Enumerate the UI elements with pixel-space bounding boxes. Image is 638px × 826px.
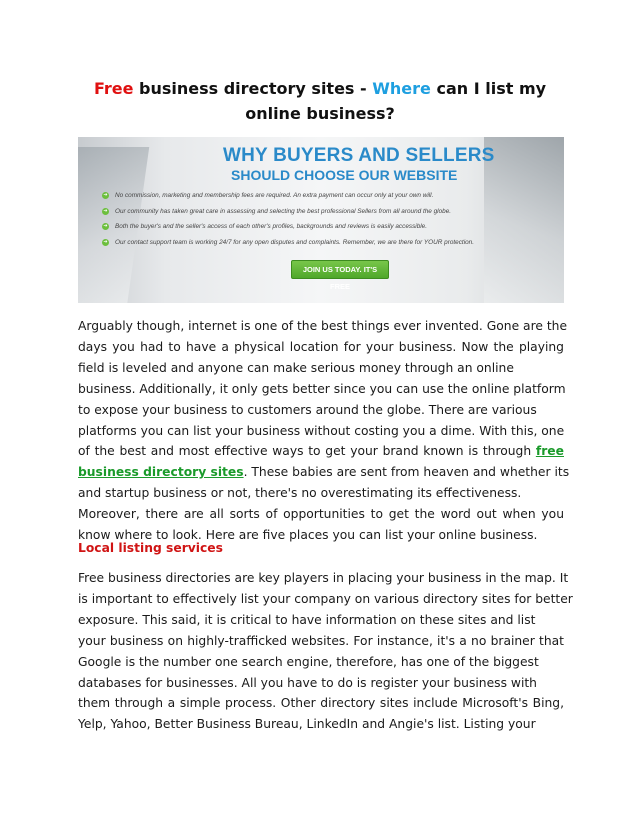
banner-benefit-item (102, 204, 542, 220)
page-title (78, 76, 562, 126)
section-paragraph (78, 568, 573, 735)
text-line (78, 462, 570, 483)
text-line: your business on highly-trafficked websites. For instance, it's a no brainer that (78, 633, 564, 648)
join-us-button: JOIN US TODAY. IT'S FREE (291, 260, 389, 279)
text-line: Arguably though, internet is one of the best things ever invented. Gone are the (78, 319, 568, 333)
promo-banner-image (78, 137, 564, 303)
intro-paragraph (78, 316, 570, 546)
banner-heading: WHY BUYERS AND SELLERS (223, 145, 495, 166)
title-part2: can I list my online business? (245, 79, 547, 123)
arrow-bullet-icon: ➜ (103, 207, 108, 214)
text-line: exposure. This said, it is critical to have information on these sites and list (78, 612, 536, 627)
title-free: Free (93, 79, 134, 98)
text-line: platforms you can list your business without costing you a dime. With this, one (78, 423, 565, 438)
text-line: is important to effectively list your company on various directory sites for better (78, 591, 573, 606)
free-link-part1[interactable]: free (535, 444, 564, 459)
banner-benefit-text: Our contact support team is working 24/7 for any open disputes and complaints. Remember, we are there for YOUR protection. (115, 238, 475, 246)
banner-benefit-item (102, 235, 542, 251)
text-line: know where to look. Here are five places you can list your online business. (78, 528, 538, 543)
banner-benefit-list (102, 188, 542, 250)
arrow-bullet-icon: ➜ (103, 223, 108, 230)
banner-benefit-text: No commission, marketing and membership fees are required. An extra payment can occur only at your own will. (115, 192, 434, 200)
banner-benefit-item (102, 219, 542, 235)
arrow-bullet-icon: ➜ (103, 192, 108, 199)
text-line: Yelp, Yahoo, Better Business Bureau, LinkedIn and Angie's list. Listing your (78, 717, 536, 732)
text-line: to expose your business to customers around the globe. There are various (78, 402, 537, 417)
arrow-bullet-icon: ➜ (103, 238, 108, 245)
text-line: Free business directories are key players in placing your business in the map. It (78, 571, 569, 585)
text-line: them through a simple process. Other directory sites include Microsoft's Bing, (78, 696, 564, 711)
text-line: and startup business or not, there's no overestimating its effectiveness. (78, 486, 522, 501)
banner-subheading: SHOULD CHOOSE OUR WEBSITE (231, 167, 458, 183)
title-part1: business directory sites - (139, 79, 367, 98)
section-heading: Local listing services (78, 541, 223, 555)
banner-benefit-item (102, 188, 542, 204)
text-line: business. Additionally, it only gets better since you can use the online platform (78, 381, 566, 396)
title-where: Where (372, 79, 431, 98)
free-link-part2[interactable]: business directory sites (78, 465, 244, 480)
text-line: databases for businesses. All you have to do is register your business with (78, 675, 537, 690)
text-line: Google is the number one search engine, therefore, has one of the biggest (78, 654, 539, 669)
text-line: days you had to have a physical location for your business. Now the playing (78, 339, 564, 354)
text-line: field is leveled and anyone can make serious money through an online (78, 360, 514, 375)
text-line (78, 441, 564, 462)
banner-benefit-text: Both the buyer's and the seller's access of each other's profiles, backgrounds and reviews is easily accessible. (115, 223, 427, 231)
text-fragment: . These babies are sent from heaven and whether its (243, 465, 570, 480)
banner-benefit-text: Our community has taken great care in assessing and selecting the best professional Sellers from all around the globe. (115, 207, 452, 215)
text-line: Moreover, there are all sorts of opportunities to get the word out when you (78, 507, 564, 522)
text-fragment: of the best and most effective ways to get your brand known is through (78, 444, 532, 459)
